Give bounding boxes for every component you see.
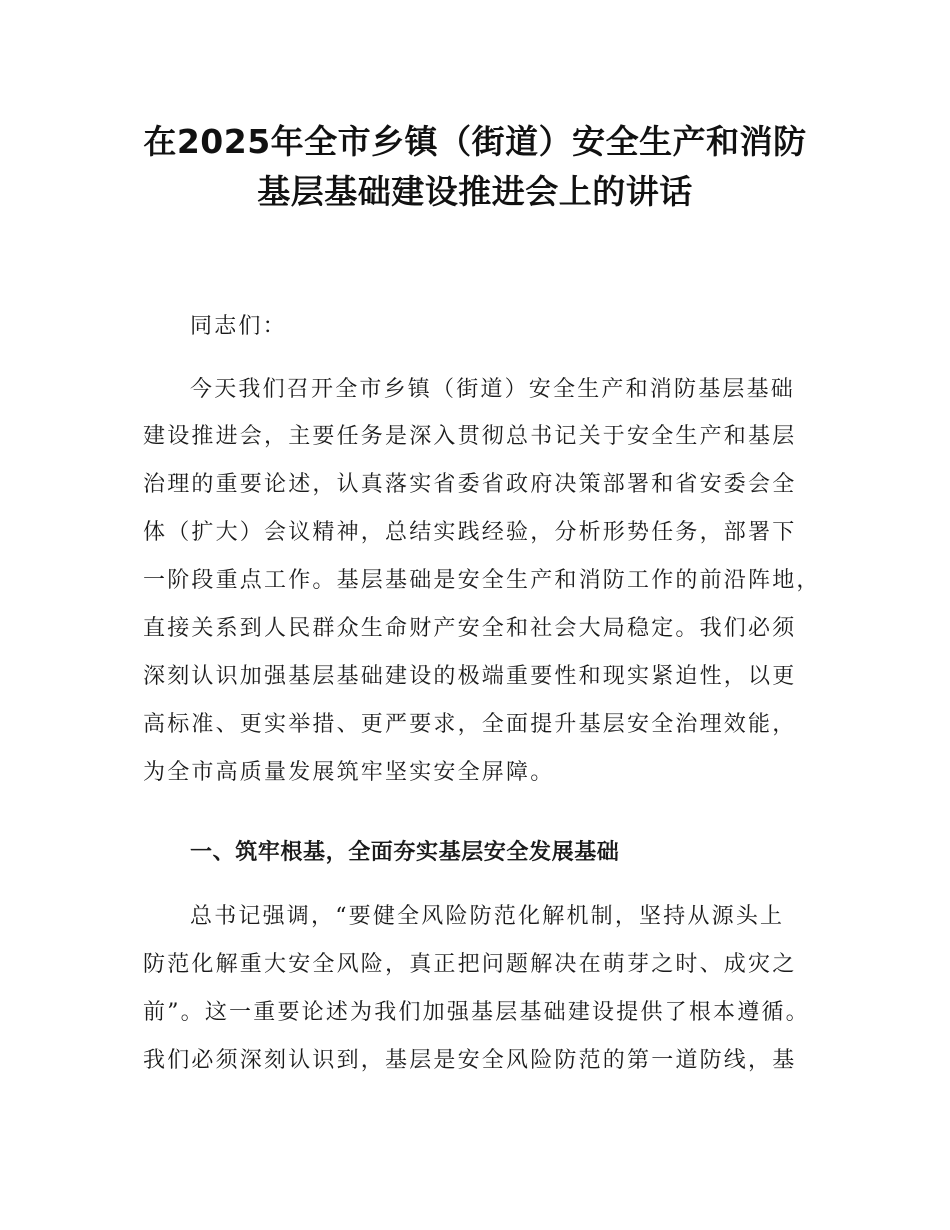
document-title-line-2: 基层基础建设推进会上的讲话 [257, 172, 693, 211]
paragraph-line: 防范化解重大安全风险，真正把问题解决在萌芽之时、成灾之 [143, 952, 797, 977]
paragraph-line: 建设推进会，主要任务是深入贯彻总书记关于安全生产和基层 [143, 424, 797, 449]
section-1-heading: 一、筑牢根基，全面夯实基层安全发展基础 [190, 840, 620, 865]
paragraph-line: 直接关系到人民群众生命财产安全和社会大局稳定。我们必须 [143, 616, 797, 641]
paragraph-line: 我们必须深刻认识到，基层是安全风险防范的第一道防线，基 [143, 1048, 797, 1073]
paragraph-line: 今天我们召开全市乡镇（街道）安全生产和消防基层基础 [190, 377, 796, 402]
paragraph-line: 总书记强调，“要健全风险防范化解机制，坚持从源头上 [190, 904, 785, 929]
paragraph-line: 体（扩大）会议精神，总结实践经验，分析形势任务，部署下 [143, 520, 797, 545]
paragraph-line: 为全市高质量发展筑牢坚实安全屏障。 [143, 760, 555, 785]
paragraph-line: 高标准、更实举措、更严要求，全面提升基层安全治理效能， [143, 712, 797, 737]
paragraph-line: 深刻认识加强基层基础建设的极端重要性和现实紧迫性，以更 [143, 664, 797, 689]
paragraph-line: 一阶段重点工作。基层基础是安全生产和消防工作的前沿阵地， [143, 568, 821, 593]
document-title-line-1: 在2025年全市乡镇（街道）安全生产和消防 [143, 122, 807, 161]
salutation: 同志们： [190, 314, 287, 339]
paragraph-line: 治理的重要论述，认真落实省委省政府决策部署和省安委会全 [143, 472, 797, 497]
paragraph-line: 前”。这一重要论述为我们加强基层基础建设提供了根本遵循。 [143, 1000, 810, 1025]
